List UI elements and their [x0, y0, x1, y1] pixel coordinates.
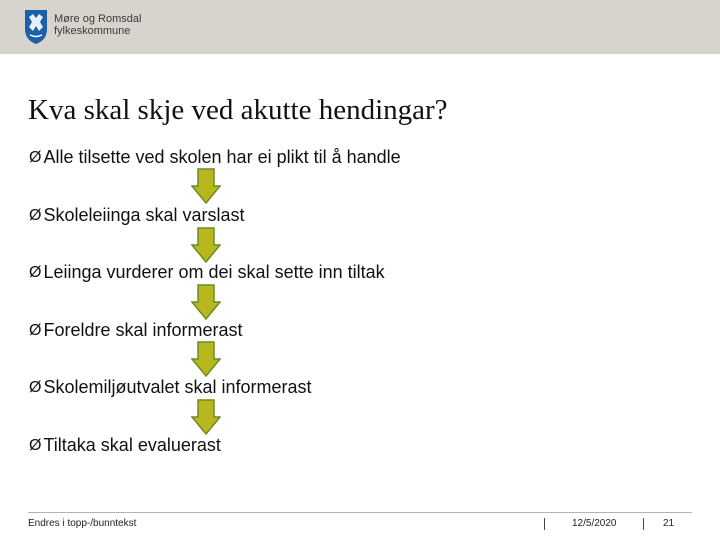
bullet-item	[29, 147, 401, 168]
footer-divider	[28, 512, 692, 513]
bullet-list	[29, 0, 709, 540]
footer-separator	[544, 518, 545, 530]
bullet-text: Tiltaka skal evaluerast	[43, 435, 221, 455]
bullet-text: Skolemiljøutvalet skal informerast	[43, 377, 312, 397]
footer-text: Endres i topp-/bunntekst	[28, 518, 137, 529]
bullet-item	[29, 262, 385, 283]
bullet-text: Alle tilsette ved skolen har ei plikt til å handle	[43, 147, 401, 167]
bullet-item	[29, 205, 245, 226]
bullet-marker: Ø	[29, 148, 42, 166]
down-arrow-icon	[191, 341, 221, 377]
bullet-marker: Ø	[29, 436, 42, 454]
down-arrow-icon	[191, 168, 221, 204]
bullet-text: Foreldre skal informerast	[43, 320, 243, 340]
bullet-text: Skoleleiinga skal varslast	[43, 205, 245, 225]
slide-title: Kva skal skje ved akutte hendingar?	[28, 94, 448, 126]
down-arrow-icon	[191, 227, 221, 263]
org-name-line2: fylkeskommune	[54, 25, 131, 37]
bullet-marker: Ø	[29, 378, 42, 396]
bullet-item	[29, 320, 243, 341]
bullet-item	[29, 377, 312, 398]
footer-separator	[643, 518, 644, 530]
bullet-text: Leiinga vurderer om dei skal sette inn tiltak	[43, 262, 385, 282]
org-name-line1: Møre og Romsdal	[54, 13, 142, 25]
down-arrow-icon	[191, 399, 221, 435]
bullet-marker: Ø	[29, 263, 42, 281]
bullet-item	[29, 435, 221, 456]
bullet-marker: Ø	[29, 206, 42, 224]
footer-date: 12/5/2020	[572, 518, 617, 529]
down-arrow-icon	[191, 284, 221, 320]
page-number: 21	[663, 518, 675, 529]
bullet-marker: Ø	[29, 321, 42, 339]
